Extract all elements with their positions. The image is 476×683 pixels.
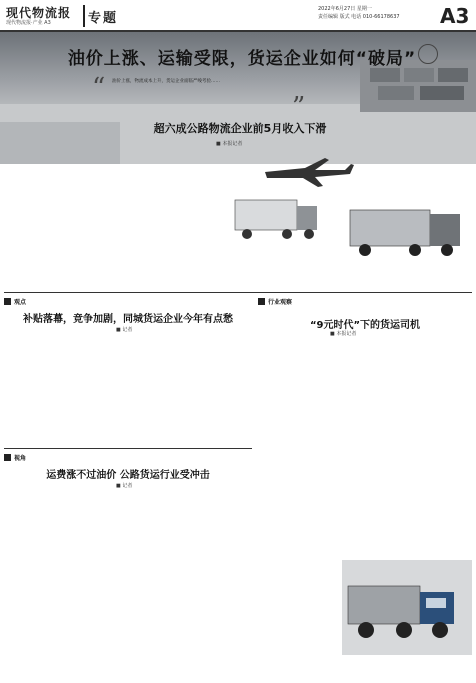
story-2-tag: 行业观察 xyxy=(268,299,293,306)
story-1-title: 补贴落幕，竞争加剧，同城货运企业今年有点愁 xyxy=(23,314,233,325)
issue-editor: 责任编辑 版式 电话 010-66178637 xyxy=(318,14,400,20)
tag-marker xyxy=(258,298,265,305)
story-1-tag: 观点 xyxy=(14,299,27,306)
story-2-byline: ■ 本报记者 xyxy=(330,331,357,337)
tag-marker xyxy=(4,298,11,305)
section-rule-2 xyxy=(4,448,252,449)
quote-close-icon: ” xyxy=(292,92,306,122)
blue-truck-photo xyxy=(342,560,472,655)
story-3-byline: ■ 记者 xyxy=(116,483,133,489)
tag-marker xyxy=(4,454,11,461)
issue-date: 2022年6月27日 星期一 xyxy=(318,6,372,12)
quote-open-icon: “ xyxy=(92,73,106,103)
story-3-title: 运费涨不过油价 公路货运行业受冲击 xyxy=(46,470,210,481)
story-3-tag: 视角 xyxy=(14,455,27,462)
lead-column-4 xyxy=(393,152,471,292)
lead-author: ■ 本报记者 xyxy=(216,141,243,147)
lead-subhead: 超六成公路物流企业前5月收入下滑 xyxy=(153,122,327,135)
story-1-columns xyxy=(4,336,252,446)
story-1-byline: ■ 记者 xyxy=(116,327,133,333)
story-2-columns xyxy=(258,340,472,550)
lead-column-1 xyxy=(5,152,61,292)
section-title: 专题 xyxy=(88,11,119,26)
section-rule-1 xyxy=(4,292,472,293)
lead-column-2 xyxy=(65,152,121,292)
story-3-columns xyxy=(4,492,252,678)
lead-column-3 xyxy=(318,152,390,292)
story-2-title: “9元时代”下的货运司机 xyxy=(309,320,421,331)
headline-bubble-decoration xyxy=(418,44,438,64)
newspaper-logo: 现代物流报 xyxy=(6,6,72,20)
lead-headline: 油价上涨、运输受限，货运企业如何“破局” xyxy=(67,49,417,69)
lead-intro: 油价上涨，物流成本上升，货运企业面临严峻考验…… xyxy=(112,79,220,84)
issue-meta xyxy=(318,5,436,21)
newspaper-logo-sub: 现代物流报·产业 A3 xyxy=(6,20,51,26)
page-number: A3 xyxy=(440,4,470,28)
